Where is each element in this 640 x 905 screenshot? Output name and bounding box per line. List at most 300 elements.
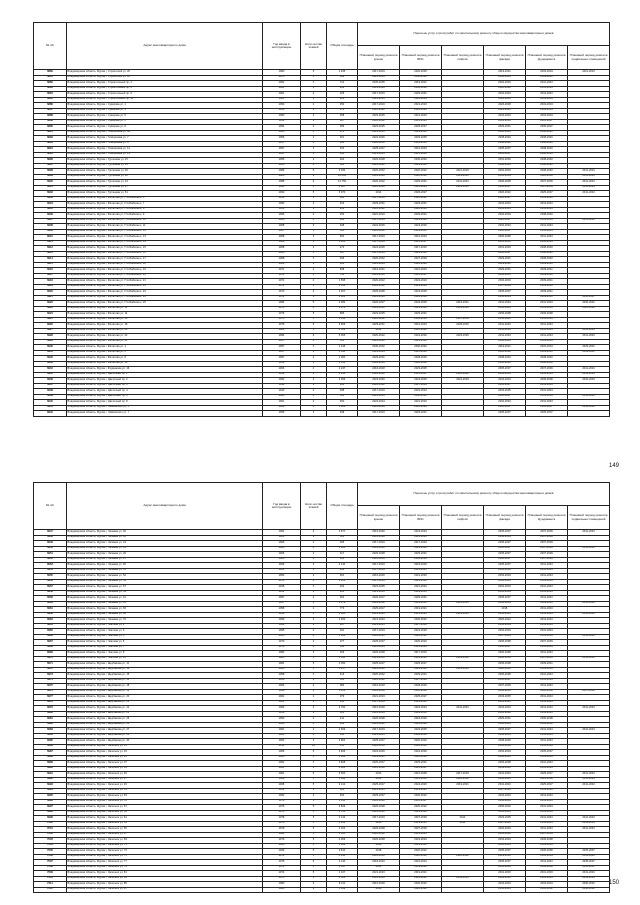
facade-period: 2032-2034 [484, 799, 526, 805]
facade-period: 2032-2034 [484, 585, 526, 591]
house-address: Владимирская область, Муром г, Чапаева ул, 70 [67, 618, 263, 624]
systems-period: 2025-2027 [400, 662, 442, 668]
floor-count: 3 [301, 240, 327, 246]
commission-year: 1968 [263, 218, 301, 224]
total-area: 500 [327, 235, 358, 241]
total-area: 5 838 [327, 777, 358, 783]
house-address: Владимирская область, Муром г, Щербакова ул, 11 [67, 662, 263, 668]
header-group-title: Перечень услуг и (или) работ по капитальному ремонту общего имущества многоквартирных домов [358, 483, 610, 506]
total-area: 461 [327, 711, 358, 717]
facade-period: 2033-2035 [484, 273, 526, 279]
floor-count: 4 [301, 612, 327, 618]
house-address: Владимирская область, Муром г, Филатова ул, 24 [67, 339, 263, 345]
roof-period: 2020-2022 [358, 284, 400, 290]
facade-period: 2031-2033 [484, 865, 526, 871]
floor-count: 5 [301, 301, 327, 307]
page1-table-header [34, 23, 610, 70]
row-number: 6898 [34, 169, 67, 175]
total-area: 324 [327, 163, 358, 169]
commission-year: 1970 [263, 645, 301, 651]
facade-period: 2035-2037 [484, 678, 526, 684]
floor-count: 2 [301, 92, 327, 98]
foundation-period: 2041-2043 [526, 317, 568, 323]
systems-period: 2021-2023 [400, 268, 442, 274]
total-area: 391 [327, 629, 358, 635]
floor-count: 3 [301, 229, 327, 235]
facade-period: 2031-2033 [484, 843, 526, 849]
row-number: 6912 [34, 246, 67, 252]
house-address: Владимирская область, Муром г, Чайковского ул, 5 [67, 405, 263, 411]
systems-period: 2028-2030 [400, 744, 442, 750]
foundation-period: 2041-2043 [526, 579, 568, 585]
elevator-period: 2037-2039 [442, 317, 484, 323]
roof-period: 2014 [358, 191, 400, 197]
row-number: 6976 [34, 689, 67, 695]
basement-period: 2035-2037 [568, 849, 610, 855]
roof-period: 2016-2020 [358, 530, 400, 536]
facade-period: 2036-2038 [484, 180, 526, 186]
foundation-period: 2036-2038 [526, 865, 568, 871]
roof-period: 2018 [358, 849, 400, 855]
floor-count: 2 [301, 629, 327, 635]
facade-period: 2041-2043 [484, 301, 526, 307]
total-area: 488 [327, 389, 358, 395]
foundation-period: 2036-2038 [526, 689, 568, 695]
floor-count: 2 [301, 788, 327, 794]
commission-year: 1968 [263, 777, 301, 783]
systems-period: 2018-2020 [400, 717, 442, 723]
foundation-period: 2038-2040 [526, 257, 568, 263]
roof-period: 2022-2024 [358, 262, 400, 268]
foundation-period: 2041-2043 [526, 86, 568, 92]
commission-year: 1966 [263, 684, 301, 690]
total-area: 369 [327, 568, 358, 574]
header-foundation: Плановый период ремонта фундамента [526, 506, 568, 530]
total-area: 3 113 [327, 689, 358, 695]
foundation-period: 2038-2040 [526, 356, 568, 362]
row-number: 6899 [34, 174, 67, 180]
row-number: 6987 [34, 750, 67, 756]
row-number: 6882 [34, 81, 67, 87]
row-number: 6901 [34, 185, 67, 191]
total-area: 366 [327, 152, 358, 158]
row-number: 6927 [34, 328, 67, 334]
foundation-period: 2038-2040 [526, 251, 568, 257]
systems-period: 2020-2022 [400, 174, 442, 180]
systems-period: 2020-2022 [400, 849, 442, 855]
row-number: 6973 [34, 673, 67, 679]
commission-year: 1958 [263, 607, 301, 613]
floor-count: 2 [301, 552, 327, 558]
facade-period: 2041-2043 [484, 334, 526, 340]
systems-period: 2025-2027 [400, 125, 442, 131]
commission-year: 1952 [263, 378, 301, 384]
facade-period: 2032-2034 [484, 295, 526, 301]
house-address: Владимирская область, Муром г, Энгельса ул, 59 [67, 810, 263, 816]
floor-count: 9 [301, 887, 327, 893]
house-address: Владимирская область, Муром г, Энгельса ул, 79 [67, 865, 263, 871]
floor-count: 2 [301, 733, 327, 739]
total-area: 4 162 [327, 827, 358, 833]
row-number: 6886 [34, 103, 67, 109]
roof-period: 2014 [358, 328, 400, 334]
row-number: 6887 [34, 108, 67, 114]
floor-count: 2 [301, 141, 327, 147]
foundation-period: 2041-2043 [526, 235, 568, 241]
floor-count: 2 [301, 114, 327, 120]
roof-period: 2026-2028 [358, 838, 400, 844]
systems-period: 2030-2032 [400, 158, 442, 164]
facade-period: 2033-2035 [484, 579, 526, 585]
elevator-period: 2017-2019 [442, 772, 484, 778]
row-number: 6935 [34, 372, 67, 378]
row-number: 6988 [34, 755, 67, 761]
row-number: 6960 [34, 601, 67, 607]
foundation-period: 2041-2043 [526, 711, 568, 717]
commission-year: 1969 [263, 849, 301, 855]
floor-count: 4 [301, 284, 327, 290]
foundation-period: 2038-2040 [526, 163, 568, 169]
foundation-period: 2037-2039 [526, 640, 568, 646]
basement-period: 2041-2043 [568, 777, 610, 783]
total-area: 472 [327, 130, 358, 136]
house-address: Владимирская область, Муром г, Филатова ул, 10 [67, 361, 263, 367]
roof-period: 2016-2020 [358, 535, 400, 541]
commission-year: 1988 [263, 180, 301, 186]
systems-period: 2024-2026 [400, 810, 442, 816]
systems-period: 2029-2031 [400, 213, 442, 219]
floor-count: 2 [301, 728, 327, 734]
floor-count: 2 [301, 372, 327, 378]
roof-period: 2026-2028 [358, 667, 400, 673]
row-number: 6905 [34, 207, 67, 213]
row-number: 6909 [34, 229, 67, 235]
facade-period: 2026-2028 [484, 103, 526, 109]
commission-year: 1961 [263, 700, 301, 706]
facade-period: 2032-2034 [484, 81, 526, 87]
commission-year: 1945 [263, 585, 301, 591]
row-number: 6915 [34, 262, 67, 268]
facade-period: 2032-2034 [484, 174, 526, 180]
row-number: 6977 [34, 695, 67, 701]
total-area: 359 [327, 125, 358, 131]
roof-period: 2021-2023 [358, 695, 400, 701]
total-area: 2 609 [327, 728, 358, 734]
row-number: 6892 [34, 136, 67, 142]
total-area: 384 [327, 684, 358, 690]
facade-period: 2029-2031 [484, 854, 526, 860]
foundation-period: 2039-2041 [526, 75, 568, 81]
roof-period: 2018-2020 [358, 634, 400, 640]
row-number: 6917 [34, 273, 67, 279]
facade-period: 2032-2034 [484, 279, 526, 285]
total-area: 4 523 [327, 876, 358, 882]
row-number: 6908 [34, 224, 67, 230]
facade-period: 2038-2040 [484, 755, 526, 761]
facade-period: 2032-2034 [484, 224, 526, 230]
total-area: 400 [327, 590, 358, 596]
roof-period: 2026-2028 [358, 717, 400, 723]
floor-count: 2 [301, 717, 327, 723]
row-number: 6880 [34, 70, 67, 76]
facade-period: 2032-2034 [484, 601, 526, 607]
commission-year: 1956 [263, 163, 301, 169]
foundation-period: 2038-2040 [526, 147, 568, 153]
house-address: Владимирская область, Муром г, Щербакова ул, 27 [67, 728, 263, 734]
facade-period: 2036-2038 [484, 651, 526, 657]
commission-year: 1948 [263, 689, 301, 695]
facade-period: 2035-2037 [484, 185, 526, 191]
facade-period: 2032-2034 [484, 372, 526, 378]
page-number: 149 [609, 463, 620, 469]
floor-count: 4 [301, 273, 327, 279]
commission-year: 1961 [263, 772, 301, 778]
header-num: № п/п [34, 23, 67, 70]
house-address: Владимирская область, Муром г, Филатова ул, 12 [67, 306, 263, 312]
row-number: 7008 [34, 865, 67, 871]
row-number: 6954 [34, 568, 67, 574]
total-area: 4 003 [327, 838, 358, 844]
house-address: Владимирская область, Муром г, Энгельса ул, 67 [67, 832, 263, 838]
floor-count: 5 [301, 843, 327, 849]
table-row [34, 887, 610, 893]
foundation-period: 2041-2043 [526, 860, 568, 866]
floor-count: 4 [301, 563, 327, 569]
facade-period: 2032-2034 [484, 750, 526, 756]
floor-count: 5 [301, 865, 327, 871]
commission-year: 1984 [263, 301, 301, 307]
row-number: 6967 [34, 640, 67, 646]
total-area: 1 442 [327, 372, 358, 378]
elevator-period: 2021-2023 [442, 378, 484, 384]
facade-period: 2035-2037 [484, 251, 526, 257]
row-number: 6969 [34, 651, 67, 657]
row-number: 7006 [34, 854, 67, 860]
roof-period: 2023-2025 [358, 733, 400, 739]
total-area: 387 [327, 119, 358, 125]
house-address: Владимирская область, Муром г, Энгельса ул, 85 [67, 882, 263, 888]
commission-year: 1990 [263, 191, 301, 197]
total-area: 332 [327, 645, 358, 651]
facade-period: 2032-2034 [484, 202, 526, 208]
floor-count: 2 [301, 108, 327, 114]
house-address: Владимирская область, Муром г, Энгельса ул, 87 [67, 887, 263, 893]
row-number: 6919 [34, 284, 67, 290]
facade-period: 2032-2034 [484, 744, 526, 750]
basement-period: 2041-2043 [568, 854, 610, 860]
facade-period: 2033-2035 [484, 689, 526, 695]
facade-period: 2035-2037 [484, 860, 526, 866]
house-address: Владимирская область, Муром г, Суворова ул, 8 [67, 125, 263, 131]
total-area: 3 761 [327, 810, 358, 816]
roof-period: 2017-2019 [358, 70, 400, 76]
floor-count: 5 [301, 783, 327, 789]
total-area: 6 180 [327, 766, 358, 772]
facade-period: 2041-2043 [484, 887, 526, 893]
house-address: Владимирская область, Муром г, Чапаева ул, 42 [67, 535, 263, 541]
floor-count: 2 [301, 383, 327, 389]
foundation-period: 2041-2043 [526, 574, 568, 580]
roof-period: 2016-2018 [358, 367, 400, 373]
total-area: 3 851 [327, 755, 358, 761]
total-area: 848 [327, 268, 358, 274]
systems-period: 2022-2024 [400, 279, 442, 285]
roof-period: 2025-2027 [358, 783, 400, 789]
house-address: Владимирская область, Муром г, Тургенева ул, 15 [67, 158, 263, 164]
commission-year: 1969 [263, 262, 301, 268]
roof-period: 2020-2022 [358, 722, 400, 728]
row-number: 6895 [34, 152, 67, 158]
row-number: 6989 [34, 761, 67, 767]
total-area: 361 [327, 574, 358, 580]
total-area: 3 134 [327, 563, 358, 569]
header-basement: Плановый период ремонта подвальных помещений [568, 46, 610, 70]
row-number: 6914 [34, 257, 67, 263]
facade-period: 2035-2037 [484, 367, 526, 373]
commission-year: 1959 [263, 711, 301, 717]
roof-period: 2016-2018 [358, 306, 400, 312]
facade-period: 2032-2034 [484, 882, 526, 888]
facade-period: 2029-2031 [484, 262, 526, 268]
roof-period: 2021-2023 [358, 590, 400, 596]
floor-count: 2 [301, 147, 327, 153]
floor-count: 5 [301, 169, 327, 175]
floor-count: 5 [301, 667, 327, 673]
systems-period: 2017-2019 [400, 541, 442, 547]
systems-period: 2024-2026 [400, 750, 442, 756]
total-area: 9 212 [327, 783, 358, 789]
commission-year: 1961 [263, 92, 301, 98]
basement-period: 2035-2037 [568, 860, 610, 866]
house-address: Владимирская область, Муром г, Филатова ул, П.А.Бабкина к, 8 [67, 207, 263, 213]
row-number: 7002 [34, 832, 67, 838]
row-number: 6916 [34, 268, 67, 274]
facade-period: 2035-2037 [484, 530, 526, 536]
systems-period: 2016-2028 [400, 772, 442, 778]
header-systems: Плановый период ремонта ВИС [400, 506, 442, 530]
commission-year: 1961 [263, 81, 301, 87]
commission-year: 1975 [263, 323, 301, 329]
house-address: Владимирская область, Муром г, Филатова ул, 18 [67, 323, 263, 329]
row-number: 6979 [34, 706, 67, 712]
total-area: 2 482 [327, 405, 358, 411]
house-address: Владимирская область, Муром г, Филатова ул, 8 [67, 356, 263, 362]
commission-year: 1968 [263, 235, 301, 241]
foundation-period: 2041-2043 [526, 678, 568, 684]
house-address: Владимирская область, Муром г, Чапаева ул, 46 [67, 552, 263, 558]
header-foundation: Плановый период ремонта фундамента [526, 46, 568, 70]
header-roof: Плановый период ремонта крыши [358, 46, 400, 70]
roof-period: 2020-2022 [358, 334, 400, 340]
commission-year: 1940 [263, 394, 301, 400]
commission-year: 1986 [263, 169, 301, 175]
roof-period: 2020-2022 [358, 279, 400, 285]
row-number: 6903 [34, 196, 67, 202]
total-area: 741 [327, 81, 358, 87]
house-address: Владимирская область, Муром г, Тимирязева ул, 7 [67, 136, 263, 142]
commission-year: 1966 [263, 367, 301, 373]
facade-period: 2033-2035 [484, 733, 526, 739]
header-year: Год ввода в эксплуатацию [263, 23, 301, 70]
systems-period: 2026-2028 [400, 361, 442, 367]
foundation-period: 2037-2039 [526, 541, 568, 547]
roof-period: 2022-2024 [358, 350, 400, 356]
house-address: Владимирская область, Муром г, Щербакова ул, 13 [67, 667, 263, 673]
facade-period: 2037-2039 [484, 684, 526, 690]
floor-count: 2 [301, 394, 327, 400]
facade-period: 2032-2034 [484, 629, 526, 635]
foundation-period: 2031-2033 [526, 871, 568, 877]
commission-year: 1960 [263, 130, 301, 136]
foundation-period: 2041-2043 [526, 240, 568, 246]
row-number: 6995 [34, 794, 67, 800]
basement-period: 2035-2037 [568, 865, 610, 871]
page1-table-body [34, 70, 610, 417]
total-area: 447 [327, 251, 358, 257]
systems-period: 2023-2025 [400, 568, 442, 574]
roof-period: 2016-2021 [358, 268, 400, 274]
row-number: 6933 [34, 361, 67, 367]
systems-period: 2021-2023 [400, 103, 442, 109]
systems-period: 2028-2030 [400, 733, 442, 739]
floor-count: 2 [301, 623, 327, 629]
floor-count: 5 [301, 805, 327, 811]
foundation-period: 2041-2043 [526, 590, 568, 596]
systems-period: 2029-2031 [400, 202, 442, 208]
header-elevators: Плановый период ремонта лифтов [442, 506, 484, 530]
foundation-period: 2039-2041 [526, 350, 568, 356]
row-number: 7010 [34, 876, 67, 882]
foundation-period: 2041-2043 [526, 328, 568, 334]
systems-period: 2023-2025 [400, 535, 442, 541]
systems-period: 2029-2031 [400, 761, 442, 767]
floor-count: 4 [301, 290, 327, 296]
facade-period: 2041-2043 [484, 328, 526, 334]
facade-period: 2035-2037 [484, 229, 526, 235]
systems-period: 2027-2029 [400, 383, 442, 389]
foundation-period: 2038-2040 [526, 141, 568, 147]
systems-period: 2020-2022 [400, 618, 442, 624]
foundation-period: 2037-2039 [526, 832, 568, 838]
facade-period: 2034-2036 [484, 876, 526, 882]
total-area: 361 [327, 136, 358, 142]
total-area: 2 247 [327, 367, 358, 373]
total-area: 1 595 [327, 279, 358, 285]
systems-period: 2022-2024 [400, 207, 442, 213]
facade-period: 2035-2037 [484, 728, 526, 734]
elevator-period: 2019-2021 [442, 612, 484, 618]
foundation-period: 2041-2043 [526, 306, 568, 312]
systems-period: 2023-2025 [400, 728, 442, 734]
floor-count: 3 [301, 618, 327, 624]
total-area: 1 151 [327, 361, 358, 367]
facade-period: 2029-2031 [484, 268, 526, 274]
row-number: 6921 [34, 295, 67, 301]
systems-period: 2020-2022 [400, 882, 442, 888]
commission-year: 1954 [263, 119, 301, 125]
roof-period: 2019 [358, 843, 400, 849]
house-address: Владимирская область, Муром г, Чайковского ул, 7 [67, 411, 263, 417]
roof-period: 2017-2019 [358, 411, 400, 417]
commission-year: 1967 [263, 229, 301, 235]
floor-count: 2 [301, 207, 327, 213]
commission-year: 1966 [263, 755, 301, 761]
floor-count: 2 [301, 196, 327, 202]
floor-count: 2 [301, 673, 327, 679]
foundation-period: 2025-2027 [526, 783, 568, 789]
house-address: Владимирская область, Муром г, Энгельса ул, 31 [67, 744, 263, 750]
house-address: Владимирская область, Муром г, Энгельса ул, 71 [67, 843, 263, 849]
